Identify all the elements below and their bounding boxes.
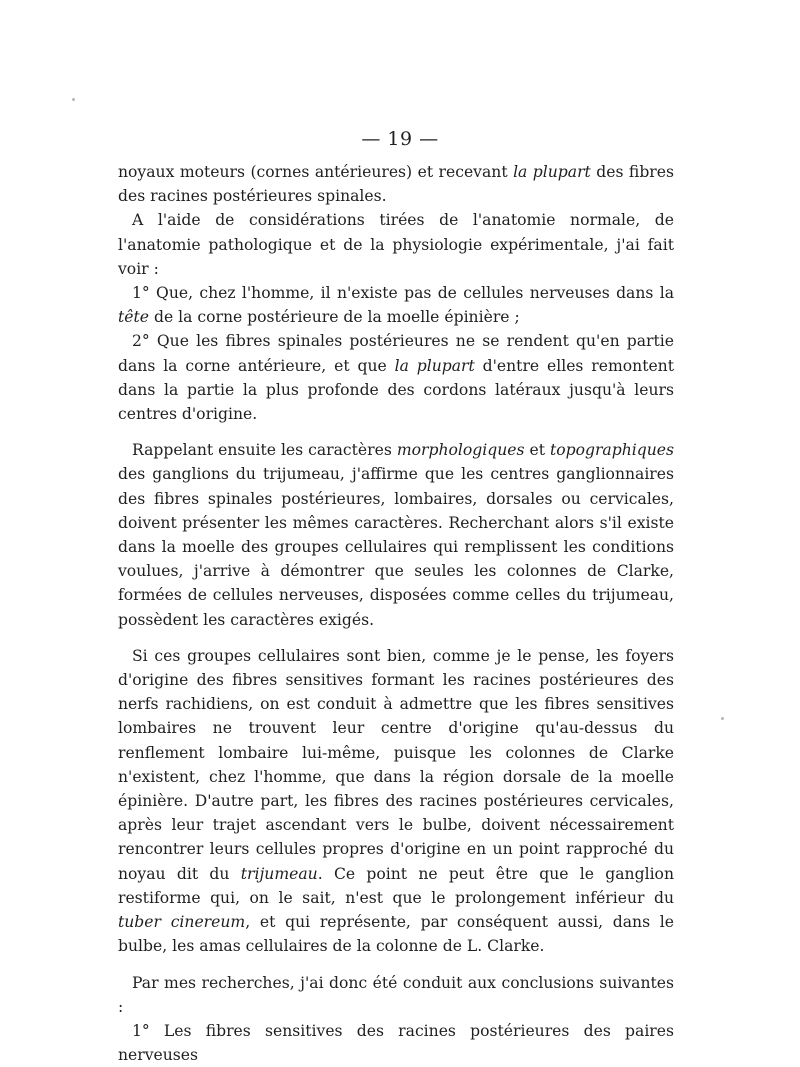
text-run: des fibres des racines postérieures spinales. [118, 163, 674, 206]
text-run: 2° Que les fibres spinales postérieures ne se rendent qu'en partie dans la corne antérieure, et que [118, 332, 674, 375]
text-run: , et qui représente, par conséquent aussi, dans le bulbe, les amas cellulaires de la colonne de L. Clarke. [118, 913, 674, 956]
text-run: A l'aide de considérations tirées de l'anatomie normale, de l'anatomie pathologique et de la physiologie expérimentale, j'ai fait voir : [118, 211, 674, 278]
italic-text: la plupart [513, 163, 591, 181]
paragraph [118, 160, 674, 208]
text-run: des ganglions du trijumeau, j'affirme que les centres ganglionnaires des fibres spinales postérieures, lombaires, dorsales ou cervicales, doivent présenter les mêmes caractères. Recherchant alors s'il existe dans la moelle des groupes cellulaires qui remplissent les conditions voulues, j'arrive à démontrer que seules les colonnes de Clarke, formées de cellules nerveuses, disposées comme celles du trijumeau, possèdent les caractères exigés. [118, 465, 674, 629]
italic-text: trijumeau [240, 864, 318, 883]
italic-text: tête [118, 308, 149, 327]
scan-speck [721, 717, 724, 720]
text-run: . Ce point ne peut être que le ganglion restiforme qui, on le sait, n'est que le prolongement inférieur du [118, 864, 674, 907]
text-run: Rappelant ensuite les caractères [132, 441, 397, 460]
text-run: d'entre elles remontent dans la partie la plus profonde des cordons latéraux jusqu'à leurs centres d'origine. [118, 356, 674, 424]
page-number: — 19 — [361, 128, 439, 150]
paragraph [118, 1019, 674, 1067]
paragraph [118, 208, 674, 281]
text-run: 1° Que, chez l'homme, il n'existe pas de cellules nerveuses dans la [132, 284, 674, 303]
text-run: et [524, 441, 550, 460]
paragraph [118, 971, 674, 1019]
italic-text: topographiques [549, 441, 674, 460]
body-text [118, 160, 674, 1067]
italic-text: tuber cinereum [118, 913, 246, 932]
text-run: noyaux moteurs (cornes antérieures) et recevant [118, 163, 514, 181]
italic-text: morphologiques [396, 441, 525, 460]
italic-text: la plupart [394, 356, 475, 375]
paragraph [118, 281, 674, 329]
text-run: Par mes recherches, j'ai donc été conduit aux conclusions suivantes : [118, 973, 674, 1016]
text-run: de la corne postérieure de la moelle épinière ; [149, 308, 520, 327]
text-run: Si ces groupes cellulaires sont bien, comme je le pense, les foyers d'origine des fibres sensitives formant les racines postérieures des nerfs rachidiens, on est conduit à admettre que les fibres sensitives lombaires ne trouvent leur centre d'origine qu'au-dessus du renflement lombaire lui-même, puisque les colonnes de Clarke n'existent, chez l'homme, que dans la région dorsale de la moelle épinière. D'autre part, les fibres des racines postérieures cervicales, après leur trajet ascendant vers le bulbe, doivent nécessairement rencontrer leurs cellules propres d'origine en un point rapproché du noyau dit du [118, 646, 674, 883]
text-run: 1° Les fibres sensitives des racines postérieures des paires nerveuses [118, 1021, 674, 1065]
paragraph [118, 438, 674, 632]
paragraph [118, 644, 674, 959]
scan-speck [72, 98, 75, 101]
paragraph [118, 329, 674, 426]
